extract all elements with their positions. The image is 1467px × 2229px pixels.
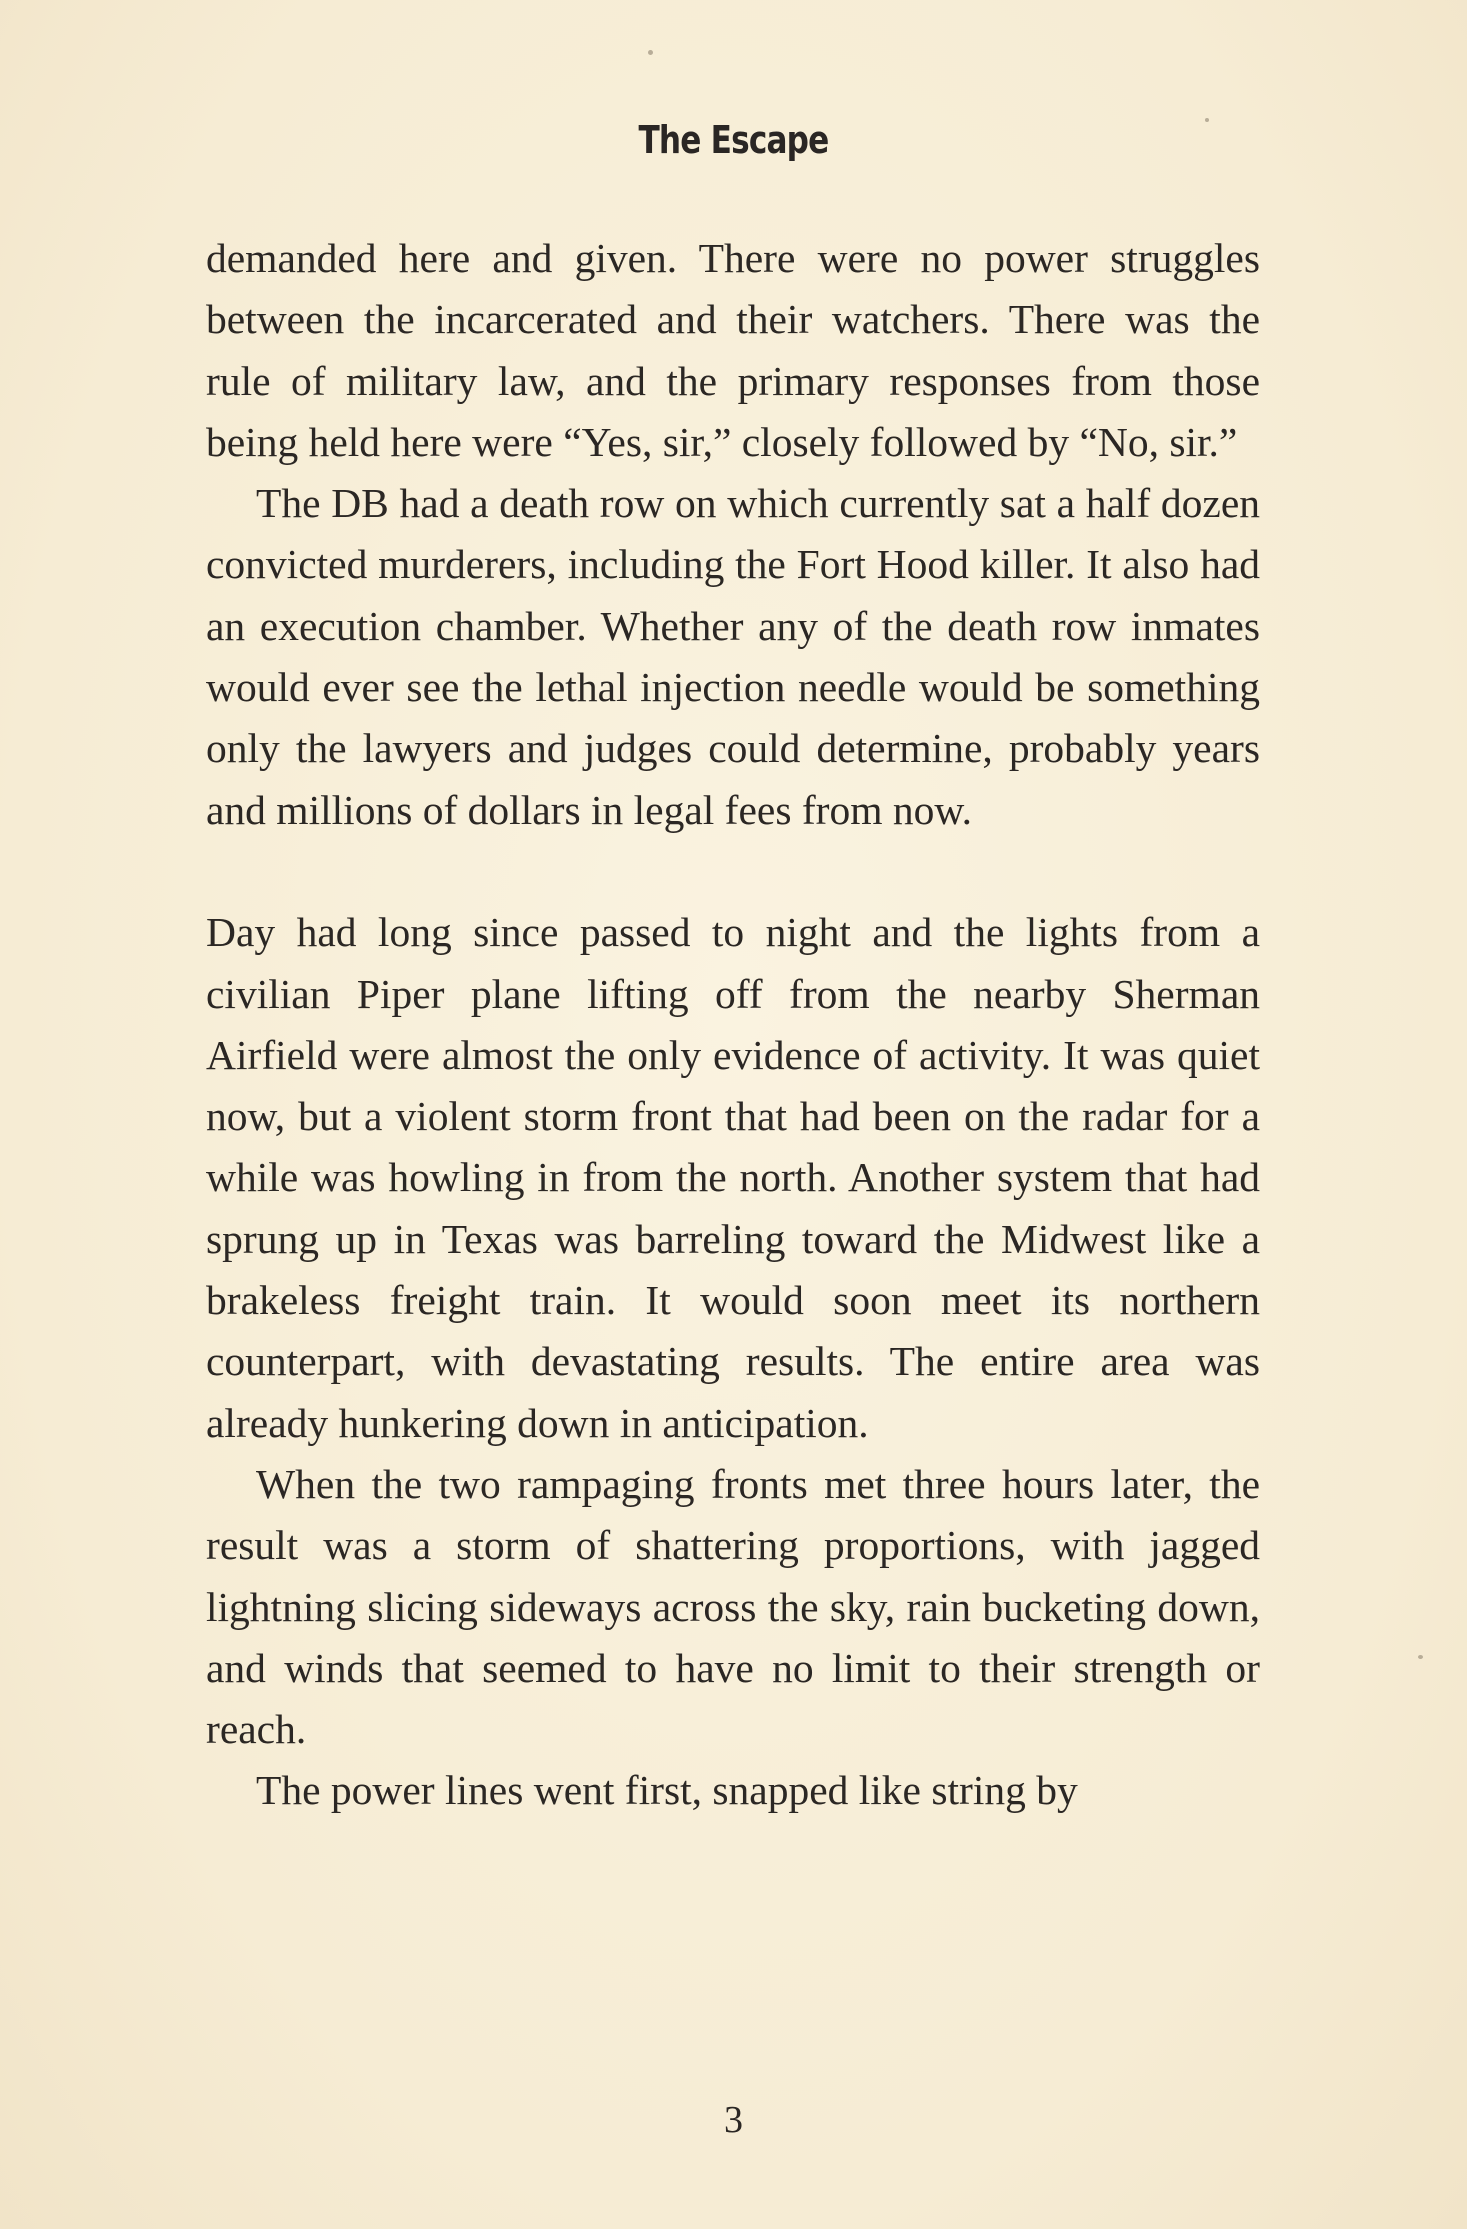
paragraph: When the two rampaging fronts met three hours later, the result was a storm of shattering proportions, with jagged lightning slicing sideways across the sky, rain bucketing down, and winds that seemed to have no limit to their strength or reach. [206, 1460, 1260, 1753]
paragraph: The power lines went first, snapped like string by [256, 1767, 1078, 1814]
paragraph: demanded here and given. There were no power struggles between the incarcerated and their watchers. There was the rule of military law, and the primary responses from those being held here were “Yes, sir,” closely followed by “No, sir.” [206, 235, 1260, 465]
page-number: 3 [724, 2099, 743, 2141]
paper-speck [1418, 1655, 1423, 1659]
paper-speck [648, 50, 653, 55]
paragraph: Day had long since passed to night and the lights from a civilian Piper plane lifting off from the nearby Sherman Airfield were almost the only evidence of activity. It was quiet now, but a violent storm front that had been on the radar for a while was howling in from the north. Another system that had sprung up in Texas was barreling toward the Midwest like a brakeless freight train. It would soon meet its northern counterpart, with devastating results. The entire area was already hunkering down in anticipation. [206, 909, 1260, 1446]
running-head: The Escape [638, 118, 829, 162]
paragraph: The DB had a death row on which currently sat a half dozen convicted murderers, including the Fort Hood killer. It also had an execution chamber. Whether any of the death row inmates would ever see the lethal injection needle would be something only the lawyers and judges could determine, probably years and millions of dollars in legal fees from now. [206, 480, 1260, 833]
body-text [206, 228, 1260, 1822]
section-break [206, 841, 1260, 902]
